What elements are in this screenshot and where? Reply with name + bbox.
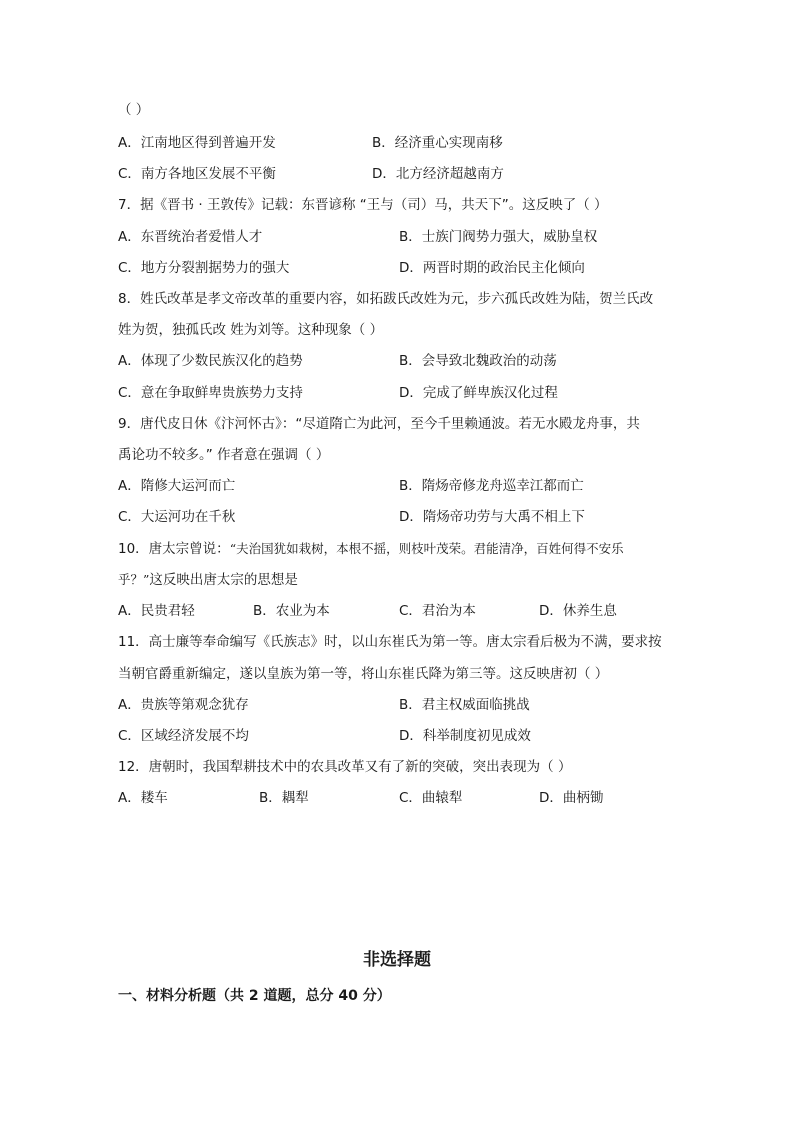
q12-option-a: A．耧车 <box>118 790 168 806</box>
q9-stem-line2: 禹论功不较多。” 作者意在强调（ ） <box>118 447 330 463</box>
q12-stem: 12．唐朝时，我国犁耕技术中的农具改革又有了新的突破，突出表现为（ ） <box>118 759 572 775</box>
q9-option-c: C．大运河功在千秋 <box>118 509 236 525</box>
q12-option-b: B．耦犁 <box>259 790 309 806</box>
q6-option-d: D．北方经济超越南方 <box>372 166 504 182</box>
q8-stem-line1: 8．姓氏改革是孝文帝改革的重要内容，如拓跋氏改姓为元，步六孤氏改姓为陆，贺兰氏改 <box>118 291 654 307</box>
q7-stem: 7．据《晋书 · 王敦传》记载：东晋谚称 “王与（司）马，共天下”。这反映了（ ） <box>118 197 608 213</box>
section-subtitle: 一、材料分析题（共 2 道题，总分 40 分） <box>118 988 391 1004</box>
q8-option-c: C．意在争取鲜卑贵族势力支持 <box>118 385 303 401</box>
q9-option-d: D．隋炀帝功劳与大禹不相上下 <box>399 509 585 525</box>
q6-answer-bracket: （ ） <box>118 102 150 118</box>
q6-option-a: A．江南地区得到普遍开发 <box>118 135 276 151</box>
q7-option-c: C．地方分裂割据势力的强大 <box>118 260 290 276</box>
q6-option-b: B．经济重心实现南移 <box>372 135 503 151</box>
q6-option-c: C．南方各地区发展不平衡 <box>118 166 276 182</box>
section-title: 非选择题 <box>363 950 431 970</box>
q12-option-c: C．曲辕犁 <box>399 790 463 806</box>
q11-option-a: A．贵族等第观念犹存 <box>118 697 249 713</box>
q11-stem-line2: 当朝官爵重新编定，遂以皇族为第一等，将山东崔氏降为第三等。这反映唐初（ ） <box>118 666 609 682</box>
q11-option-c: C．区域经济发展不均 <box>118 728 249 744</box>
q10-quote-line1: “夫治国犹如栽树，本根不摇，则枝叶茂荣。君能清净，百姓何得不安乐 <box>229 541 624 556</box>
q10-stem-line1 <box>118 539 624 559</box>
q10-option-d: D．休养生息 <box>539 603 617 619</box>
q10-option-b: B．农业为本 <box>253 603 330 619</box>
q8-option-b: B．会导致北魏政治的动荡 <box>399 353 557 369</box>
q10-quote-line2: 乎？” <box>118 572 150 587</box>
q11-option-b: B．君主权威面临挑战 <box>399 697 530 713</box>
q10-stem-prefix: 10．唐太宗曾说： <box>118 541 230 557</box>
q11-stem-line1: 11．高士廉等奉命编写《氏族志》时，以山东崔氏为第一等。唐太宗看后极为不满，要求按 <box>118 634 662 650</box>
q12-option-d: D．曲柄锄 <box>539 790 604 806</box>
q10-option-c: C．君治为本 <box>399 603 476 619</box>
q7-option-b: B．士族门阀势力强大，威胁皇权 <box>399 229 598 245</box>
q8-option-a: A．体现了少数民族汉化的趋势 <box>118 353 303 369</box>
q7-option-a: A．东晋统治者爱惜人才 <box>118 229 263 245</box>
q7-option-d: D．两晋时期的政治民主化倾向 <box>399 260 585 276</box>
q11-option-d: D．科举制度初见成效 <box>399 728 531 744</box>
q10-stem-line2 <box>118 570 298 590</box>
q9-stem-line1: 9．唐代皮日休《汴河怀古》：“尽道隋亡为此河，至今千里赖通波。若无水殿龙舟事，共 <box>118 416 640 432</box>
q8-option-d: D．完成了鲜卑族汉化过程 <box>399 385 558 401</box>
q10-option-a: A．民贵君轻 <box>118 603 195 619</box>
q10-stem-suffix: 这反映出唐太宗的思想是 <box>149 572 298 588</box>
q9-option-b: B．隋炀帝修龙舟巡幸江都而亡 <box>399 478 584 494</box>
q8-stem-line2: 姓为贺，独孤氏改 姓为刘等。这种现象（ ） <box>118 322 384 338</box>
q9-option-a: A．隋修大运河而亡 <box>118 478 236 494</box>
